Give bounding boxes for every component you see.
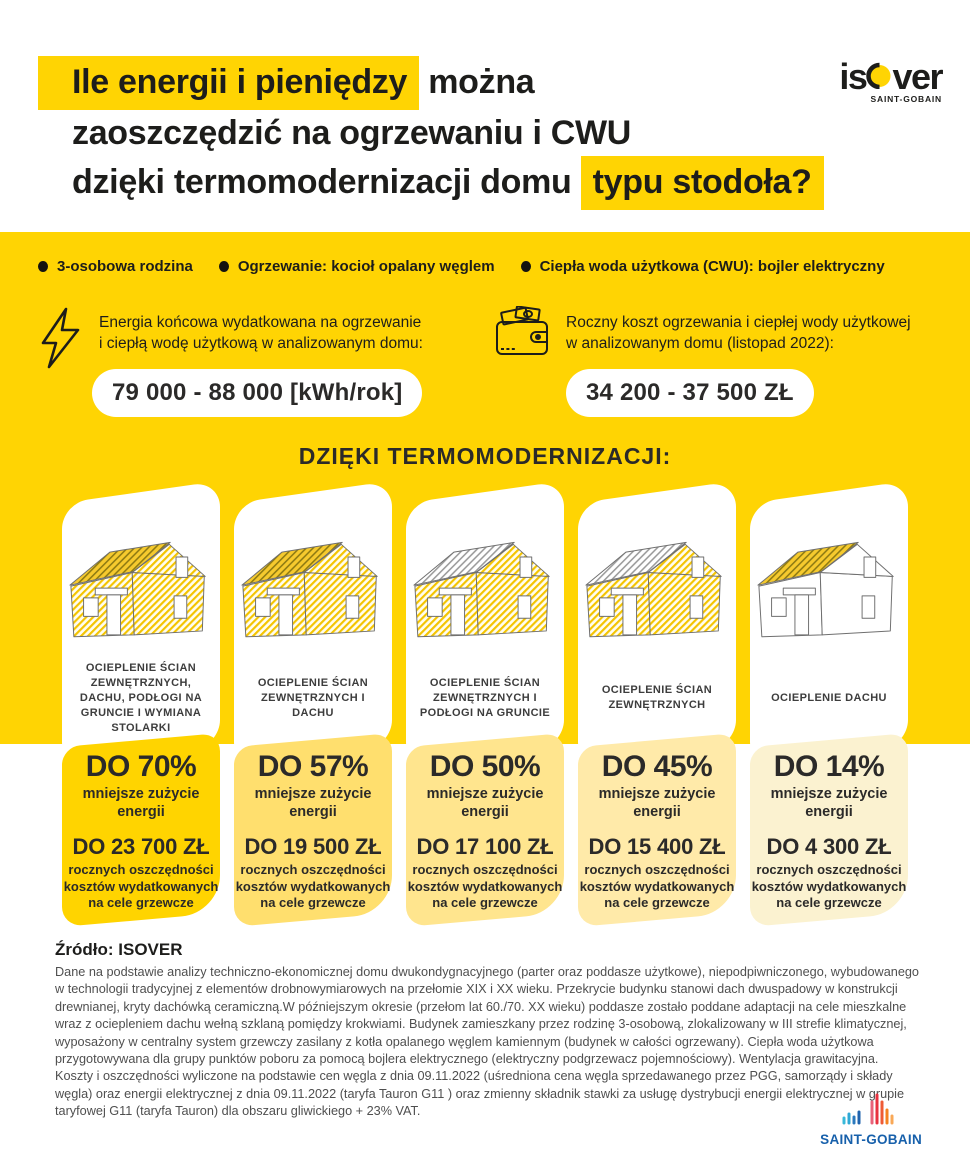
cost-value-pill: 34 200 - 37 500 ZŁ (566, 369, 814, 417)
amount-caption: rocznych oszczędności kosztów wydatkowanych na cele grzewcze (235, 862, 391, 910)
percent-caption: mniejsze zużycie energii (426, 786, 544, 820)
house-illustration (756, 536, 902, 648)
isover-text-is: is (839, 56, 867, 97)
energy-stat-label-line2: i ciepłą wodę użytkową w analizowanym domu: (99, 335, 423, 352)
amount-value: DO 19 500 ZŁ (244, 834, 382, 859)
percent-value: DO 50% (429, 750, 541, 783)
energy-value-pill: 79 000 - 88 000 [kWh/rok] (92, 369, 422, 417)
cost-stat (495, 306, 911, 363)
saint-gobain-logo (820, 1090, 922, 1147)
cost-stat-label-line1: Roczny koszt ogrzewania i ciepłej wody użytkowej (566, 314, 911, 331)
house-illustration (412, 536, 558, 648)
title-line-3 (72, 156, 824, 210)
scenario-card-3 (406, 492, 564, 928)
amount-caption: rocznych oszczędności kosztów wydatkowanych na cele grzewcze (579, 862, 735, 910)
house-illustration (584, 536, 730, 648)
scenario-card-1 (62, 492, 220, 928)
title-line-1 (38, 56, 824, 110)
card-label: OCIEPLENIE ŚCIAN ZEWNĘTRZNYCH I PODŁOGI NA GRUNCIE (419, 676, 551, 719)
card-label: OCIEPLENIE ŚCIAN ZEWNĘTRZNYCH, DACHU, PODŁOGI NA GRUNCIE I WYMIANA STOLARKI (79, 661, 203, 734)
scenario-cards-row (62, 492, 908, 928)
scenario-card-4 (578, 492, 736, 928)
bullet-dot-icon (38, 261, 48, 272)
bullet-item (521, 258, 885, 275)
house-illustration (68, 536, 214, 648)
percent-value: DO 45% (601, 750, 713, 783)
percent-caption: mniejsze zużycie energii (598, 786, 716, 820)
source-heading: Źródło: ISOVER (55, 940, 183, 959)
section-heading: DZIĘKI TERMOMODERNIZACJI: (298, 443, 672, 469)
amount-caption: rocznych oszczędności kosztów wydatkowanych na cele grzewcze (751, 862, 907, 910)
isover-wordmark (839, 56, 942, 97)
percent-value: DO 70% (85, 750, 197, 783)
cost-stat-label (566, 306, 911, 363)
percent-value: DO 57% (257, 750, 369, 783)
footnote-paragraph-2: Koszty i oszczędności wyliczone na podstawie cen węgla z dnia 09.11.2022 (uśredniona cena węgla sprzedawanego przez PGG, samorządy i składy węgla) oraz energii elektrycznej z dnia 09.11.2022 (taryfa Tauron G11 ) oraz zmienny składnik stawki za usługę dystrybucji energii elektrycznej w grupie taryfowej G11 (taryfa Tauron) dla obszaru gliwickiego + 23% VAT. (55, 1069, 905, 1119)
scenario-card-5 (750, 492, 908, 928)
bullet-item (38, 258, 193, 275)
amount-value: DO 23 700 ZŁ (72, 834, 210, 859)
title-line-3-pre: dzięki termomodernizacji domu (72, 163, 581, 201)
wallet-icon (495, 306, 551, 363)
bullet-text: 3-osobowa rodzina (57, 258, 193, 275)
percent-caption: mniejsze zużycie energii (82, 786, 200, 820)
amount-value: DO 4 300 ZŁ (766, 834, 892, 859)
page-title (38, 56, 824, 210)
amount-caption: rocznych oszczędności kosztów wydatkowanych na cele grzewcze (407, 862, 563, 910)
percent-value: DO 14% (773, 750, 885, 783)
percent-caption: mniejsze zużycie energii (770, 786, 888, 820)
isover-logo (839, 56, 942, 104)
assumptions-bullet-list (38, 258, 885, 275)
bullet-dot-icon (219, 261, 229, 272)
scenario-card-2 (234, 492, 392, 928)
percent-caption: mniejsze zużycie energii (254, 786, 372, 820)
footnote-paragraph-1: Dane na podstawie analizy techniczno-ekonomicznej domu dwukondygnacyjnego (parter oraz poddasze użytkowe), niepodpiwniczonego, wybudowanego w technologii tradycyjnej z elementów drobnowymiarowych na przełomie XIX i XX wieku. Przekrycie budynku stanowi dach dwuspadowy w konstrukcji drewnianej, kryty dachówką ceramiczną.W późniejszym okresie (przełom lat 60./70. XX wieku) poddasze zostało poddane adaptacji na cele mieszkalne wraz z ociepleniem dachu wełną szklaną pomiędzy krokwiami. Budynek zamieszkany przez rodzinę 3-osobową, zlokalizowany w III strefie klimatycznej, wyposażony w centralny system grzewczy zasilany z kotła opalanego węglem kamiennym (budynek w całości ogrzewany). Ciepła woda użytkowa przygotowywana dla grupy punktów poboru za pomocą bojlera elektrycznego (elektryczny podgrzewacz pojemnościowy). Wentylacja grawitacyjna. (55, 965, 919, 1067)
isover-o-icon (866, 60, 892, 94)
title-rest-1: można (419, 63, 535, 101)
lightning-icon (36, 306, 84, 375)
amount-value: DO 15 400 ZŁ (588, 834, 726, 859)
amount-caption: rocznych oszczędności kosztów wydatkowanych na cele grzewcze (63, 862, 219, 910)
card-savings (234, 750, 392, 912)
card-savings (62, 750, 220, 912)
cost-stat-label-line2: w analizowanym domu (listopad 2022): (566, 335, 834, 352)
card-savings (406, 750, 564, 912)
card-label: OCIEPLENIE ŚCIAN ZEWNĘTRZNYCH I DACHU (257, 676, 369, 719)
bullet-dot-icon (521, 261, 531, 272)
title-line-2: zaoszczędzić na ogrzewaniu i CWU (72, 114, 632, 152)
house-illustration (240, 536, 386, 648)
energy-stat-label (99, 306, 423, 375)
energy-stat (36, 306, 423, 375)
card-savings (578, 750, 736, 912)
amount-value: DO 17 100 ZŁ (416, 834, 554, 859)
bullet-item (219, 258, 495, 275)
energy-stat-label-line1: Energia końcowa wydatkowana na ogrzewanie (99, 314, 422, 331)
title-highlight-1: Ile energii i pieniędzy (38, 56, 419, 110)
card-label: OCIEPLENIE ŚCIAN ZEWNĘTRZNYCH (601, 684, 713, 711)
footnote-text (55, 964, 931, 1121)
bridge-icon (836, 1113, 906, 1130)
bullet-text: Ciepła woda użytkowa (CWU): bojler elektryczny (539, 258, 885, 275)
title-highlight-2: typu stodoła? (581, 156, 824, 210)
isover-text-ver: ver (892, 56, 942, 97)
saint-gobain-wordmark: SAINT-GOBAIN (820, 1132, 922, 1147)
bullet-text: Ogrzewanie: kocioł opalany węglem (237, 258, 495, 275)
card-savings (750, 750, 908, 912)
isover-saint-gobain-label: SAINT-GOBAIN (870, 94, 942, 104)
card-label: OCIEPLENIE DACHU (771, 691, 887, 704)
